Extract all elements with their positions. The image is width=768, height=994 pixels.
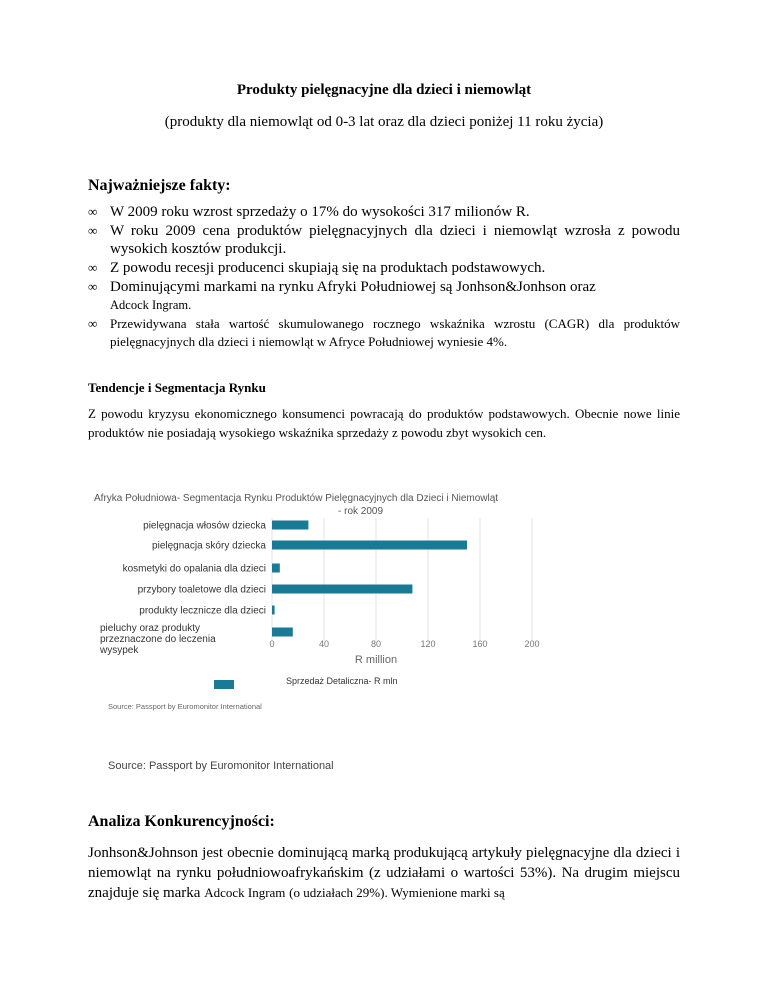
bar [272,521,308,530]
competition-paragraph [88,843,680,903]
market-segmentation-chart [90,483,560,715]
x-tick-label: 0 [269,639,275,649]
page-title: Produkty pielęgnacyjne dla dzieci i niemowląt [236,82,532,98]
facts-heading: Najważniejsze fakty: [88,177,231,194]
fact-text: Przewidywana stała wartość skumulowanego rocznego wskaźnika wzrostu (CAGR) dla produktów pielęgnacyjnych dla dzieci i niemowląt w Afryce Południowej wyniesie 4%. [110,316,680,349]
competition-text-a: Jonhson&Johnson jest obecnie dominującą marką produkującą artykuły pielęgnacyjne dla dzieci i niemowląt na rynku południowoafrykańskim (z udziałami o wartości 53%). Na drugim miejscu znajduje się marka [88,845,680,901]
x-tick-label: 160 [472,639,488,649]
fact-text-tail: Adcock Ingram. [110,298,192,312]
list-item [88,222,680,258]
x-tick-label: 120 [420,639,436,649]
x-tick-label: 200 [524,639,540,649]
chart-subtitle: - rok 2009 [338,506,384,517]
infinity-bullet-icon: ∞ [88,223,98,238]
list-item [88,259,680,277]
facts-list [88,203,680,352]
fact-text: W 2009 roku wzrost sprzedaży o 17% do wysokości 317 milionów R. [110,204,530,220]
bar [272,606,275,615]
fact-text: Z powodu recesji producenci skupiają się na produktach podstawowych. [110,260,546,276]
legend-swatch [214,680,234,689]
chart-title: Afryka Południowa- Segmentacja Rynku Produktów Pielęgnacyjnych dla Dzieci i Niemowląt [94,493,499,504]
category-label: pielęgnacja włosów dziecka [143,520,266,532]
bar [272,628,293,637]
bar [272,541,467,550]
trends-heading: Tendencje i Segmentacja Rynku [88,380,266,395]
x-tick-label: 80 [370,639,382,649]
category-label: przeznaczone do leczenia [100,634,216,645]
category-label: pieluchy oraz produkty [100,623,201,634]
category-label: kosmetyki do opalania dla dzieci [122,563,266,575]
category-label: wysypek [100,645,139,656]
bar [272,564,280,573]
trends-paragraph: Z powodu kryzysu ekonomicznego konsumenci powracają do produktów podstawowych. Obecnie nowe linie produktów nie posiadają wysokiego wskaźnika sprzedaży z powodu zbyt wysokich cen. [88,406,680,440]
x-tick-label: 40 [318,639,330,649]
competition-heading: Analiza Konkurencyjności: [88,813,275,830]
competition-brand: Adcock Ingram [204,885,286,900]
infinity-bullet-icon: ∞ [88,204,98,219]
fact-text: W roku 2009 cena produktów pielęgnacyjnych dla dzieci i niemowląt wzrosła z powodu wysokich kosztów produkcji. [110,223,680,257]
x-axis-label: R million [354,654,398,666]
infinity-bullet-icon: ∞ [88,279,98,294]
category-label: przybory toaletowe dla dzieci [137,584,266,596]
bar [272,585,412,594]
category-label: produkty lecznicze dla dzieci [139,605,266,617]
list-item [88,203,680,221]
legend-label: Sprzedaż Detaliczna- R mln [286,676,398,686]
chart-marks [99,518,540,711]
competition-text-c: (o udziałach 29%). Wymienione marki są [289,885,505,900]
source-note: Source: Passport by Euromonitor International [108,760,334,772]
category-label: pielęgnacja skóry dziecka [152,540,266,552]
list-item [88,278,680,314]
infinity-bullet-icon: ∞ [88,316,98,331]
chart-source: Source: Passport by Euromonitor International [108,702,262,711]
page-subtitle: (produkty dla niemowląt od 0-3 lat oraz dla dzieci poniżej 11 roku życia) [164,114,604,130]
fact-text: Dominującymi markami na rynku Afryki Południowej są Jonhson&Jonhson oraz [110,279,596,295]
infinity-bullet-icon: ∞ [88,260,98,275]
list-item [88,315,680,351]
